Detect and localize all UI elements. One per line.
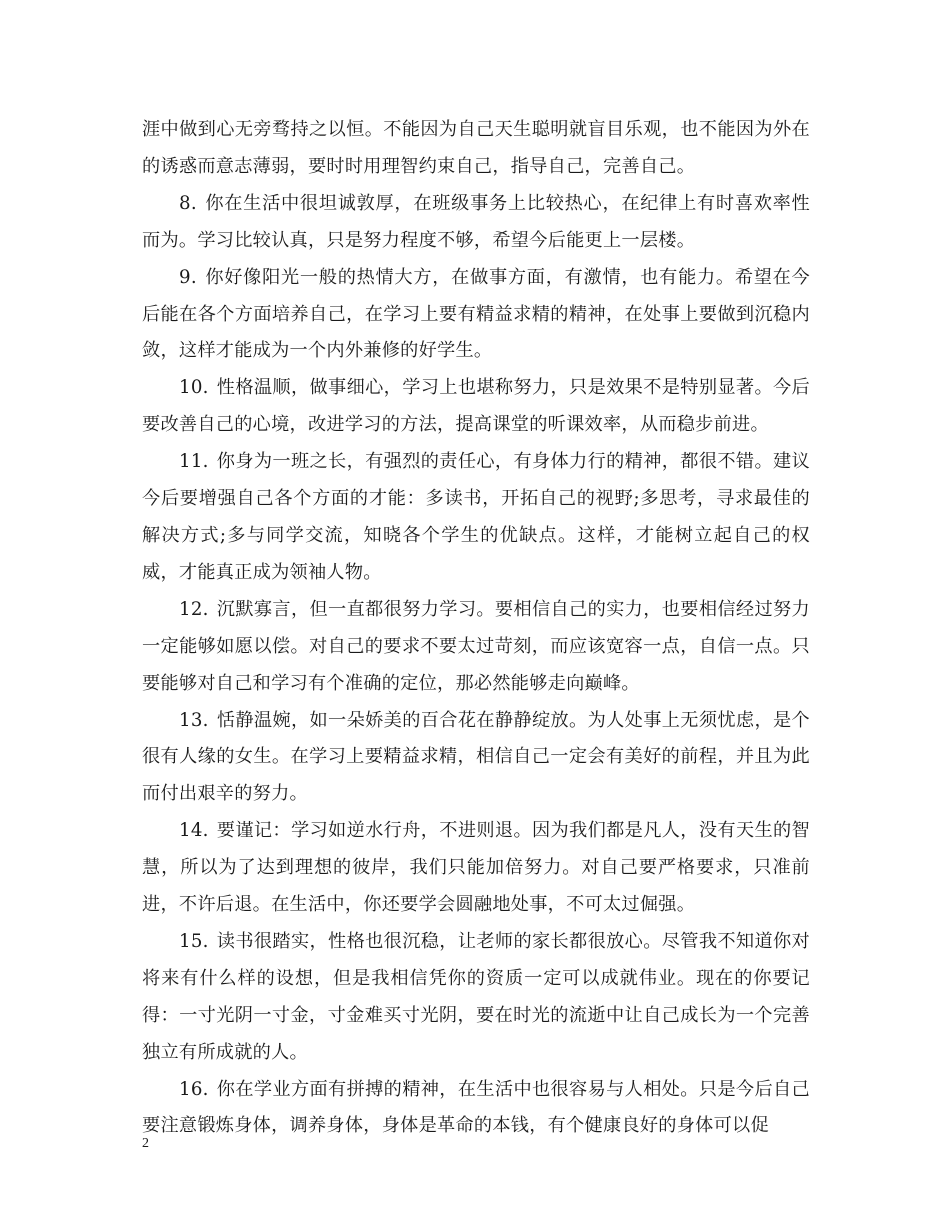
paragraph-item-16	[142, 1072, 810, 1146]
paragraph-continuation	[142, 112, 810, 186]
paragraph-text: 涯中做到心无旁骛持之以恒。不能因为自己天生聪明就盲目乐观，也不能因为外在的诱惑而意志薄弱，要时时用理智约束自己，指导自己，完善自己。	[142, 119, 810, 177]
paragraph-text: 你好像阳光一般的热情大方，在做事方面，有激情，也有能力。希望在今后能在各个方面培养自己，在学习上要有精益求精的精神，在处事上要做到沉稳内敛，这样才能成为一个内外兼修的好学生。	[142, 266, 810, 362]
item-number: 13.	[179, 709, 209, 731]
paragraph-item-9	[142, 260, 810, 371]
page-number: 2	[142, 1136, 149, 1151]
item-number: 9.	[179, 266, 197, 288]
document-body	[142, 112, 810, 1145]
paragraph-item-14	[142, 813, 810, 924]
item-number: 10.	[179, 377, 209, 399]
paragraph-text: 沉默寡言，但一直都很努力学习。要相信自己的实力，也要相信经过努力一定能够如愿以偿。对自己的要求不要太过苛刻，而应该宽容一点，自信一点。只要能够对自己和学习有个准确的定位，那必然能够走向巅峰。	[142, 598, 810, 694]
paragraph-text: 要谨记：学习如逆水行舟，不进则退。因为我们都是凡人，没有天生的智慧，所以为了达到理想的彼岸，我们只能加倍努力。对自己要严格要求，只准前进，不许后退。在生活中，你还要学会圆融地处事，不可太过倔强。	[142, 820, 810, 916]
paragraph-text: 你在学业方面有拼搏的精神，在生活中也很容易与人相处。只是今后自己要注意锻炼身体，调养身体，身体是革命的本钱，有个健康良好的身体可以促	[142, 1078, 810, 1137]
paragraph-item-15	[142, 924, 810, 1072]
paragraph-text: 你在生活中很坦诚敦厚，在班级事务上比较热心，在纪律上有时喜欢率性而为。学习比较认真，只是努力程度不够，希望今后能更上一层楼。	[142, 192, 810, 251]
item-number: 15.	[179, 930, 209, 952]
paragraph-item-12	[142, 592, 810, 703]
item-number: 14.	[179, 820, 209, 842]
item-number: 8.	[179, 192, 197, 214]
paragraph-text: 你身为一班之长，有强烈的责任心，有身体力行的精神，都很不错。建议今后要增强自己各个方面的才能：多读书，开拓自己的视野;多思考，寻求最佳的解决方式;多与同学交流，知晓各个学生的优缺点。这样，才能树立起自己的权威，才能真正成为领袖人物。	[142, 451, 810, 583]
paragraph-item-8	[142, 186, 810, 260]
item-number: 11.	[179, 451, 209, 473]
paragraph-text: 读书很踏实，性格也很沉稳，让老师的家长都很放心。尽管我不知道你对将来有什么样的设想，但是我相信凭你的资质一定可以成就伟业。现在的你要记得：一寸光阴一寸金，寸金难买寸光阴，要在时光的流逝中让自己成长为一个完善独立有所成就的人。	[142, 930, 810, 1063]
item-number: 16.	[179, 1078, 209, 1100]
paragraph-item-13	[142, 703, 810, 814]
paragraph-item-11	[142, 444, 810, 592]
item-number: 12.	[179, 598, 209, 620]
paragraph-item-10	[142, 370, 810, 444]
paragraph-text: 恬静温婉，如一朵娇美的百合花在静静绽放。为人处事上无须忧虑，是个很有人缘的女生。在学习上要精益求精，相信自己一定会有美好的前程，并且为此而付出艰辛的努力。	[142, 709, 810, 805]
paragraph-text: 性格温顺，做事细心，学习上也堪称努力，只是效果不是特别显著。今后要改善自己的心境，改进学习的方法，提高课堂的听课效率，从而稳步前进。	[142, 377, 810, 436]
